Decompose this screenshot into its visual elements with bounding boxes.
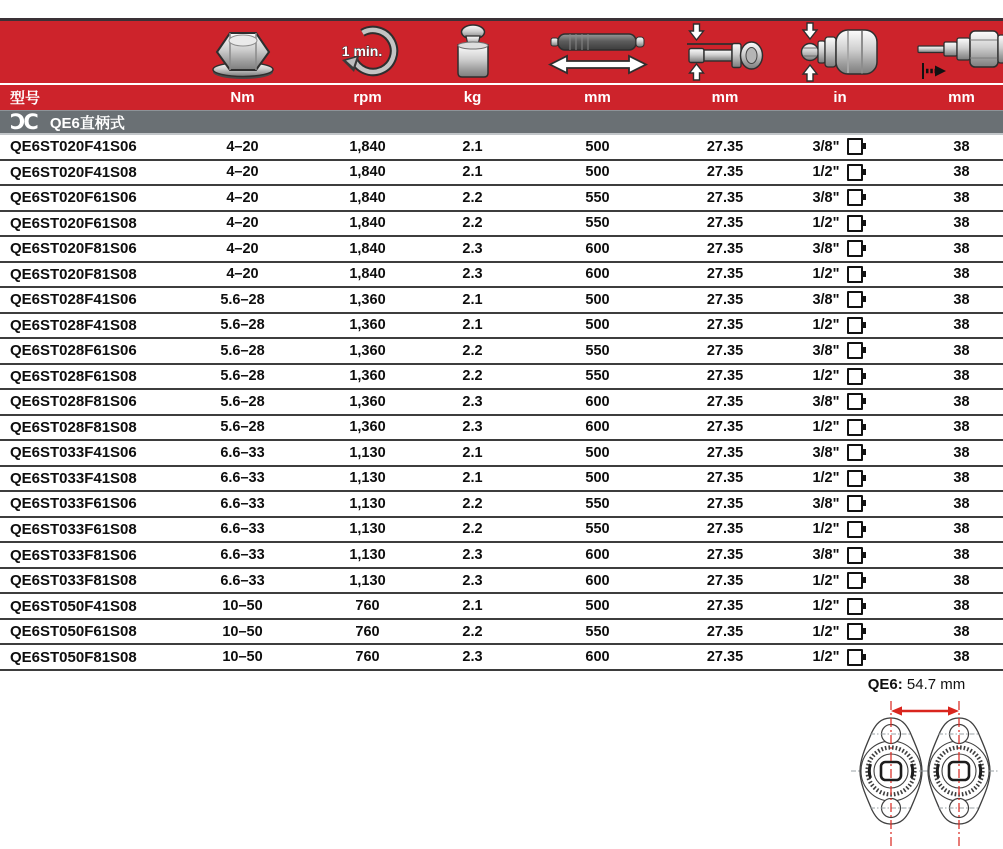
square-drive-icon xyxy=(847,266,863,283)
cell-drive-text: 3/8" xyxy=(812,393,840,410)
cell-torque: 6.6–33 xyxy=(220,470,265,487)
cell-drive-text: 1/2" xyxy=(812,215,840,232)
cell-weight: 2.3 xyxy=(462,266,483,283)
cell-rpm: 1,130 xyxy=(349,495,386,512)
cell-drive-text: 1/2" xyxy=(812,572,840,589)
square-drive-icon xyxy=(847,521,863,538)
cell-torque: 6.6–33 xyxy=(220,444,265,461)
cell-length: 550 xyxy=(585,215,610,232)
cell-drive-text: 3/8" xyxy=(812,138,840,155)
cell-height: 27.35 xyxy=(706,598,744,615)
cell-rpm: 1,840 xyxy=(349,215,386,232)
col-header-model: 型号 xyxy=(10,90,41,107)
cell-length: 500 xyxy=(585,291,610,308)
cell-length: 550 xyxy=(585,189,610,206)
cell-rpm: 1,130 xyxy=(349,444,386,461)
cell-length: 600 xyxy=(585,572,610,589)
cell-model: QE6ST020F41S06 xyxy=(10,138,137,156)
hex-quick-change-icon xyxy=(796,22,884,82)
table-row xyxy=(0,186,1003,212)
table-row xyxy=(0,467,1003,493)
square-drive-icon xyxy=(847,240,863,257)
cell-weight: 2.3 xyxy=(462,240,483,257)
cell-length: 600 xyxy=(585,240,610,257)
cell-attach: 38 xyxy=(953,598,970,615)
square-drive-icon xyxy=(847,393,863,410)
cell-torque: 5.6–28 xyxy=(220,368,265,385)
cell-height: 27.35 xyxy=(706,444,744,461)
rpm-icon-label: 1 min. xyxy=(341,43,382,59)
table-row xyxy=(0,569,1003,595)
cell-length: 600 xyxy=(585,266,610,283)
cell-model: QE6ST020F61S08 xyxy=(10,214,137,232)
dimension-label-model: QE6: xyxy=(867,676,903,693)
cell-rpm: 1,840 xyxy=(349,240,386,257)
cell-attach: 38 xyxy=(953,291,970,308)
cell-drive-text: 3/8" xyxy=(812,189,840,206)
cell-torque: 10–50 xyxy=(222,598,263,615)
square-drive-icon xyxy=(847,317,863,334)
cell-torque: 5.6–28 xyxy=(220,291,265,308)
cell-height: 27.35 xyxy=(706,419,744,436)
cell-height: 27.35 xyxy=(706,495,744,512)
square-drive-icon xyxy=(847,649,863,666)
table-row xyxy=(0,161,1003,187)
cell-rpm: 1,130 xyxy=(349,547,386,563)
dimension-label-value: 54.7 mm xyxy=(906,676,966,693)
cell-weight: 2.2 xyxy=(462,623,483,640)
cell-weight: 2.2 xyxy=(462,521,483,538)
dimension-arrow xyxy=(891,706,959,715)
table-row xyxy=(0,339,1003,365)
cell-weight: 2.2 xyxy=(462,189,483,206)
square-drive-icon xyxy=(847,495,863,512)
cell-drive-text: 3/8" xyxy=(812,342,840,359)
cell-attach: 38 xyxy=(953,649,970,666)
cell-drive-text: 3/8" xyxy=(812,291,840,308)
cell-weight: 2.1 xyxy=(462,444,483,461)
table-row xyxy=(0,390,1003,416)
cell-model: QE6ST050F81S08 xyxy=(10,648,137,666)
table-row xyxy=(0,441,1003,467)
cell-length: 500 xyxy=(585,444,610,461)
square-drive-icon xyxy=(847,547,863,564)
cell-model: QE6ST033F41S06 xyxy=(10,444,137,462)
square-drive-icon xyxy=(847,189,863,206)
col-header-drive-mm: mm xyxy=(711,89,739,106)
cell-attach: 38 xyxy=(953,470,970,487)
cell-weight: 2.3 xyxy=(462,419,483,436)
cell-torque: 4–20 xyxy=(226,138,259,155)
cell-model: QE6ST020F61S06 xyxy=(10,189,137,207)
cell-attach: 38 xyxy=(953,138,970,155)
cell-attach: 38 xyxy=(953,368,970,385)
cell-length: 550 xyxy=(585,342,610,359)
cell-rpm: 1,360 xyxy=(349,368,386,385)
cell-height: 27.35 xyxy=(706,240,744,257)
cell-attach: 38 xyxy=(953,189,970,206)
cell-torque: 6.6–33 xyxy=(220,547,265,563)
col-header-length-mm: mm xyxy=(584,89,611,106)
cell-model: QE6ST028F61S06 xyxy=(10,342,137,360)
cell-height: 27.35 xyxy=(706,572,744,589)
cell-length: 550 xyxy=(585,368,610,385)
square-drive-icon xyxy=(847,419,863,436)
cell-torque: 5.6–28 xyxy=(220,393,265,410)
table-row xyxy=(0,416,1003,442)
table-row xyxy=(0,594,1003,620)
cell-rpm: 760 xyxy=(355,649,380,666)
cell-length: 550 xyxy=(585,623,610,640)
cell-drive-text: 3/8" xyxy=(812,495,840,512)
cell-height: 27.35 xyxy=(706,215,744,232)
cell-attach: 38 xyxy=(953,215,970,232)
cell-drive-text: 3/8" xyxy=(812,240,840,257)
table-row xyxy=(0,365,1003,391)
cell-model: QE6ST033F81S08 xyxy=(10,572,137,590)
cell-drive-text: 1/2" xyxy=(812,470,840,487)
cell-model: QE6ST028F61S08 xyxy=(10,367,137,385)
cell-drive-text: 1/2" xyxy=(812,623,840,640)
col-header-attach-mm: mm xyxy=(948,89,975,106)
cell-drive-text: 1/2" xyxy=(812,266,840,283)
cell-drive-text: 1/2" xyxy=(812,598,840,615)
cell-length: 500 xyxy=(585,164,610,181)
cell-drive-text: 1/2" xyxy=(812,317,840,334)
cell-attach: 38 xyxy=(953,623,970,640)
cell-drive-text: 1/2" xyxy=(812,164,840,181)
cell-torque: 6.6–33 xyxy=(220,521,265,538)
cell-height: 27.35 xyxy=(706,623,744,640)
cell-model: QE6ST028F81S06 xyxy=(10,393,137,411)
cell-rpm: 1,840 xyxy=(349,266,386,283)
cell-height: 27.35 xyxy=(706,317,744,334)
cell-model: QE6ST050F61S08 xyxy=(10,623,137,641)
cell-length: 500 xyxy=(585,470,610,487)
tool-length-icon xyxy=(546,26,650,78)
table-row xyxy=(0,492,1003,518)
cell-weight: 2.3 xyxy=(462,649,483,666)
cell-height: 27.35 xyxy=(706,649,744,666)
cell-height: 27.35 xyxy=(706,164,744,181)
cell-torque: 4–20 xyxy=(226,164,259,181)
square-drive-icon xyxy=(847,598,863,615)
cell-rpm: 1,360 xyxy=(349,342,386,359)
rpm-1min-icon xyxy=(335,22,401,82)
square-drive-icon xyxy=(847,572,863,589)
cell-weight: 2.2 xyxy=(462,215,483,232)
cell-rpm: 760 xyxy=(355,623,380,640)
cell-torque: 10–50 xyxy=(222,623,263,640)
col-header-kg: kg xyxy=(463,89,482,106)
table-row xyxy=(0,263,1003,289)
cell-height: 27.35 xyxy=(706,368,744,385)
cell-attach: 38 xyxy=(953,164,970,181)
cell-torque: 6.6–33 xyxy=(220,572,265,589)
cell-drive-text: 3/8" xyxy=(812,547,840,563)
cell-weight: 2.1 xyxy=(462,598,483,615)
cell-drive-text: 1/2" xyxy=(812,419,840,436)
cell-rpm: 1,360 xyxy=(349,291,386,308)
cell-length: 600 xyxy=(585,393,610,410)
col-header-nm: Nm xyxy=(230,89,255,106)
weight-icon xyxy=(449,23,497,81)
cell-drive-text: 1/2" xyxy=(812,521,840,538)
cell-drive-text: 1/2" xyxy=(812,649,840,666)
cell-attach: 38 xyxy=(953,444,970,461)
cell-attach: 38 xyxy=(953,317,970,334)
cell-model: QE6ST020F81S08 xyxy=(10,265,137,283)
table-row xyxy=(0,518,1003,544)
table-row xyxy=(0,645,1003,671)
cell-length: 550 xyxy=(585,495,610,512)
table-row xyxy=(0,288,1003,314)
icon-header-band xyxy=(0,18,1003,85)
cell-torque: 4–20 xyxy=(226,266,259,283)
cell-model: QE6ST028F41S08 xyxy=(10,316,137,334)
cell-attach: 38 xyxy=(953,495,970,512)
cell-torque: 4–20 xyxy=(226,189,259,206)
cell-length: 500 xyxy=(585,317,610,334)
cell-torque: 5.6–28 xyxy=(220,419,265,436)
cell-rpm: 1,130 xyxy=(349,572,386,589)
cell-length: 550 xyxy=(585,521,610,538)
flange-drawing xyxy=(830,698,1003,849)
cell-length: 500 xyxy=(585,598,610,615)
bit-attachment-icon xyxy=(912,22,1003,82)
table-row xyxy=(0,135,1003,161)
cell-weight: 2.1 xyxy=(462,291,483,308)
cell-weight: 2.1 xyxy=(462,470,483,487)
cell-height: 27.35 xyxy=(706,342,744,359)
table-row xyxy=(0,543,1003,569)
cell-drive-text: 1/2" xyxy=(812,368,840,385)
cell-weight: 2.3 xyxy=(462,547,483,563)
cell-torque: 10–50 xyxy=(222,649,263,666)
cell-torque: 5.6–28 xyxy=(220,342,265,359)
cell-attach: 38 xyxy=(953,547,970,563)
cell-length: 600 xyxy=(585,419,610,436)
cell-height: 27.35 xyxy=(706,189,744,206)
cell-model: QE6ST033F41S08 xyxy=(10,469,137,487)
cell-weight: 2.1 xyxy=(462,138,483,155)
square-drive-icon xyxy=(847,444,863,461)
section-header xyxy=(0,110,1003,135)
col-header-in: in xyxy=(833,89,847,106)
cell-weight: 2.2 xyxy=(462,368,483,385)
cell-drive-text: 3/8" xyxy=(812,444,840,461)
cell-model: QE6ST020F41S08 xyxy=(10,163,137,181)
cell-length: 600 xyxy=(585,547,610,563)
cell-rpm: 1,130 xyxy=(349,470,386,487)
cell-model: QE6ST028F81S08 xyxy=(10,418,137,436)
square-drive-icon xyxy=(847,138,863,155)
cell-attach: 38 xyxy=(953,240,970,257)
cell-model: QE6ST050F41S08 xyxy=(10,597,137,615)
square-drive-icon xyxy=(847,623,863,640)
cell-model: QE6ST033F61S06 xyxy=(10,495,137,513)
cell-rpm: 1,840 xyxy=(349,164,386,181)
cell-rpm: 1,360 xyxy=(349,393,386,410)
section-title: QE6直柄式 xyxy=(49,114,125,132)
col-header-rpm: rpm xyxy=(353,89,382,106)
cell-attach: 38 xyxy=(953,521,970,538)
quick-change-logo: ƆC xyxy=(10,109,37,134)
cell-torque: 6.6–33 xyxy=(220,495,265,512)
cell-rpm: 760 xyxy=(355,598,380,615)
cell-height: 27.35 xyxy=(706,547,744,563)
cell-weight: 2.2 xyxy=(462,495,483,512)
cell-rpm: 1,840 xyxy=(349,138,386,155)
cell-torque: 5.6–28 xyxy=(220,317,265,334)
square-drive-icon xyxy=(847,291,863,308)
cell-attach: 38 xyxy=(953,419,970,436)
cell-height: 27.35 xyxy=(706,138,744,155)
table-body xyxy=(0,135,1003,671)
cell-model: QE6ST020F81S06 xyxy=(10,240,137,258)
cell-rpm: 1,840 xyxy=(349,189,386,206)
cell-rpm: 1,360 xyxy=(349,419,386,436)
cell-height: 27.35 xyxy=(706,521,744,538)
cell-attach: 38 xyxy=(953,393,970,410)
square-drive-icon xyxy=(847,164,863,181)
cell-weight: 2.1 xyxy=(462,317,483,334)
cell-attach: 38 xyxy=(953,266,970,283)
cell-model: QE6ST033F61S08 xyxy=(10,520,137,538)
cell-model: QE6ST028F41S06 xyxy=(10,291,137,309)
cell-model: QE6ST033F81S06 xyxy=(10,546,137,564)
cell-height: 27.35 xyxy=(706,393,744,410)
cell-height: 27.35 xyxy=(706,470,744,487)
cell-weight: 2.3 xyxy=(462,393,483,410)
cell-length: 600 xyxy=(585,649,610,666)
table-row xyxy=(0,314,1003,340)
cell-rpm: 1,130 xyxy=(349,521,386,538)
dimension-label xyxy=(830,676,1003,693)
cell-weight: 2.3 xyxy=(462,572,483,589)
cell-rpm: 1,360 xyxy=(349,317,386,334)
cell-height: 27.35 xyxy=(706,291,744,308)
cell-weight: 2.2 xyxy=(462,342,483,359)
square-drive-icon xyxy=(847,215,863,232)
table-row xyxy=(0,237,1003,263)
nut-icon xyxy=(205,24,281,80)
cell-attach: 38 xyxy=(953,572,970,589)
square-drive-icon xyxy=(847,368,863,385)
cell-torque: 4–20 xyxy=(226,215,259,232)
column-header-row xyxy=(0,85,1003,110)
square-drive-icon xyxy=(847,470,863,487)
table-row xyxy=(0,620,1003,646)
cell-length: 500 xyxy=(585,138,610,155)
cell-weight: 2.1 xyxy=(462,164,483,181)
cell-torque: 4–20 xyxy=(226,240,259,257)
cell-attach: 38 xyxy=(953,342,970,359)
cell-height: 27.35 xyxy=(706,266,744,283)
square-drive-height-icon xyxy=(679,22,771,82)
table-row xyxy=(0,212,1003,238)
square-drive-icon xyxy=(847,342,863,359)
